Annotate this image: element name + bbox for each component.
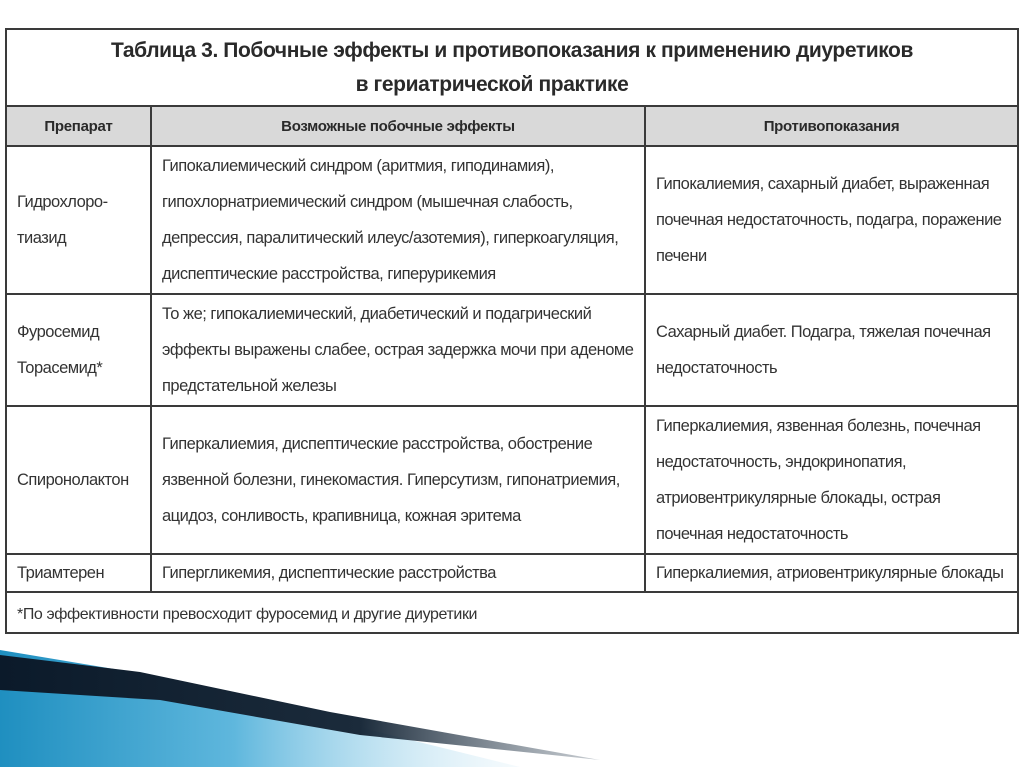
table-title: [7, 34, 1017, 102]
drug-name: Гидрохлоро- тиазид: [17, 193, 108, 247]
diuretics-table: [5, 28, 1019, 634]
table-title-line1: Таблица 3. Побочные эффекты и противопоказания к применению диуретиков: [111, 39, 913, 62]
drug-cell: Спиронолактон: [7, 406, 151, 554]
header-row: [7, 106, 1017, 146]
drug-name: Фуросемид Торасемид*: [17, 323, 103, 377]
drug-cell: [7, 294, 151, 406]
column-header-effects: Возможные побочные эффекты: [151, 106, 645, 146]
table-grid: [7, 105, 1017, 593]
drug-cell: Триамтерен: [7, 554, 151, 592]
table-row: [7, 406, 1017, 554]
table-footnote: *По эффективности превосходит фуросемид и другие диуретики: [17, 606, 478, 623]
contraindications-cell: Гипокалиемия, сахарный диабет, выраженная почечная недостаточность, подагра, поражение печени: [645, 146, 1017, 294]
column-header-drug: Препарат: [7, 106, 151, 146]
column-header-contraindications: Противопоказания: [645, 106, 1017, 146]
contraindications-cell: Гиперкалиемия, язвенная болезнь, почечная недостаточность, эндокринопатия, атриовентрикулярные блокады, острая почечная недостаточность: [645, 406, 1017, 554]
effects-cell: То же; гипокалиемический, диабетический и подагрический эффекты выражены слабее, острая задержка мочи при аденоме предстательной железы: [151, 294, 645, 406]
contraindications-cell: Сахарный диабет. Подагра, тяжелая почечная недостаточность: [645, 294, 1017, 406]
table-title-line2: в гериатрической практике: [355, 73, 629, 96]
effects-cell: Гиперкалиемия, диспептические расстройства, обострение язвенной болезни, гинекомастия. Гиперсутизм, гипонатриемия, ацидоз, сонливость, крапивница, кожная эритема: [151, 406, 645, 554]
table-row: [7, 294, 1017, 406]
blue-swoosh: [0, 650, 520, 767]
table-row: [7, 146, 1017, 294]
dark-swoosh: [0, 655, 600, 760]
table-row: [7, 554, 1017, 592]
effects-cell: Гипергликемия, диспептические расстройства: [151, 554, 645, 592]
effects-cell: Гипокалиемический синдром (аритмия, гиподинамия), гипохлорнатриемический синдром (мышечная слабость, депрессия, паралитический илеус/азотемия), гиперкоагуляция, диспептические расстройства, гиперурикемия: [151, 146, 645, 294]
contraindications-cell: Гиперкалиемия, атриовентрикулярные блокады: [645, 554, 1017, 592]
drug-cell: [7, 146, 151, 294]
